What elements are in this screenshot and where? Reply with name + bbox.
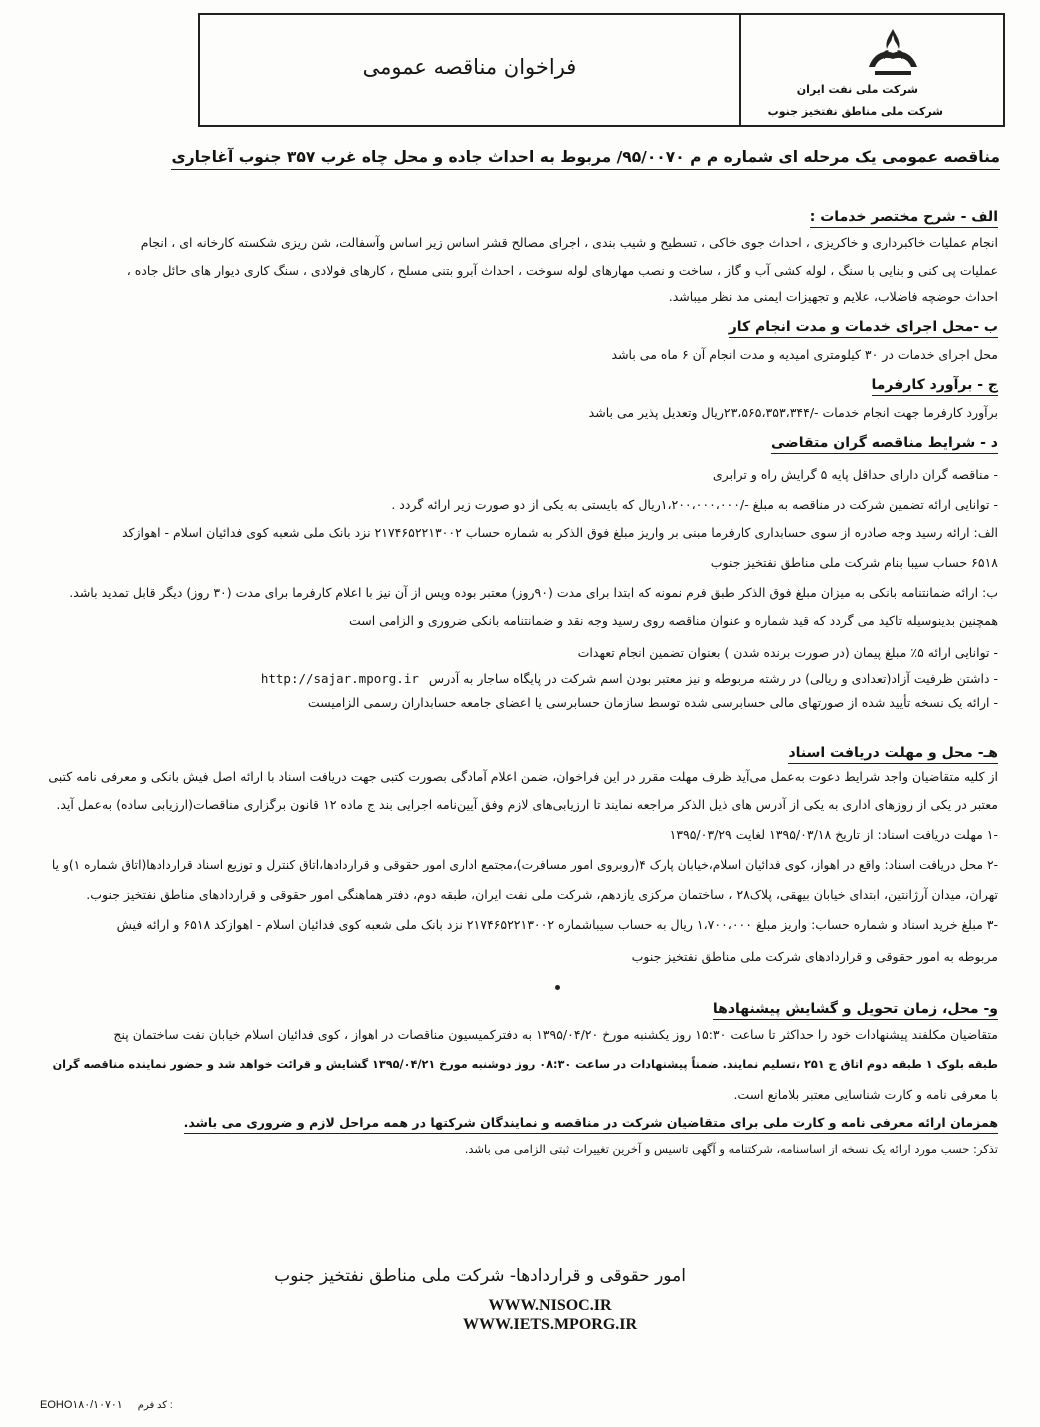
separator-dot xyxy=(555,985,560,990)
website-nisoc-link[interactable]: WWW.NISOC.IR xyxy=(488,1297,612,1314)
section-a-line-3: احداث حوضچه فاضلاب، علایم و تجهیزات ایمنی مد نظر میباشد. xyxy=(668,289,998,304)
section-d-line-8-text: - داشتن ظرفیت آزاد(تعدادی و ریالی) در رشته مربوطه و نیز معتبر بودن اسم شرکت در پایگاه ساجار به آدرس xyxy=(428,671,998,686)
company-name-nioc: شرکت ملی نفت ایران xyxy=(796,83,918,96)
section-d-line-4: ۶۵۱۸ حساب سیبا بنام شرکت ملی مناطق نفتخیز جنوب xyxy=(710,555,998,570)
sajar-url-link[interactable]: http://sajar.mporg.ir xyxy=(260,671,419,686)
section-f-heading: و- محل، زمان تحویل و گشایش پیشنهادها xyxy=(713,1000,998,1020)
section-e-line-5: تهران، میدان آرژانتین، ابتدای خیابان بیهقی، پلاک۲۸ ، ساختمان مرکزی یازدهم، شرکت ملی نفت ایران، طبقه دوم، دفتر هماهنگی امور حقوقی و قراردادهای مناطق نفتخیز جنوب. xyxy=(86,887,998,902)
section-d-line-1: - مناقصه گران دارای حداقل پایه ۵ گرایش راه و ترابری xyxy=(712,467,998,482)
section-e-heading: هـ- محل و مهلت دریافت اسناد xyxy=(788,744,998,764)
section-e-line-3: -۱ مهلت دریافت اسناد: از تاریخ ۱۳۹۵/۰۳/۱۸ لغایت ۱۳۹۵/۰۳/۲۹ xyxy=(669,827,998,842)
section-e-line-4: -۲ محل دریافت اسناد: واقع در اهواز، کوی فدائیان اسلام،خیابان پارک ۴(روبروی امور مسافرت)،مجتمع اداری امور حقوقی و قراردادها،اتاق کنترل و توزیع اسناد قراردادها(اتاق شماره ۱)و یا xyxy=(51,858,998,872)
section-e-line-6: -۳ مبلغ خرید اسناد و شماره حساب: واریز مبلغ ۱،۷۰۰،۰۰۰ ریال به حساب سیباشماره ۲۱۷۴۶۵۲۲۱۳۰۰۲ نزد بانک ملی شعبه کوی فدائیان اسلام - اهوازکد ۶۵۱۸ و ارائه فیش xyxy=(116,917,998,932)
nioc-flame-logo-icon xyxy=(863,27,923,81)
tender-subject: مناقصه عمومی یک مرحله ای شماره م م ۹۵/۰۰۷۰/ مربوط به احداث جاده و محل چاه غرب ۳۵۷ جنوب آغاجاری xyxy=(171,148,1000,170)
form-code xyxy=(40,1398,173,1411)
form-code-value: EOHO۱۸۰/۱۰۷۰۱ xyxy=(40,1399,123,1411)
company-name-nisoc: شرکت ملی مناطق نفتخیز جنوب xyxy=(767,105,943,118)
section-e-line-7: مربوطه به امور حقوقی و قراردادهای شرکت ملی مناطق نفتخیز جنوب xyxy=(631,949,998,964)
section-e-line-1: از کلیه متقاضیان واجد شرایط دعوت به‌عمل می‌آید ظرف مهلت مقرر در این فراخوان، ضمن اعلام آمادگی بصورت کتبی جهت دریافت اسناد با ارائه اصل فیش بانکی و معرفی نامه کتبی xyxy=(48,769,998,784)
notice-title: فراخوان مناقصه عمومی xyxy=(362,55,577,79)
section-e-line-2: معتبر در یکی از روزهای اداری به یکی از آدرس های ذیل الذکر مراجعه نمایند تا ارزیابی‌های لازم وفق آیین‌نامه اجرایی بند ج ماده ۱۲ قانون برگزاری مناقصات(ارزیابی ساده) به‌عمل آید. xyxy=(56,797,998,812)
form-code-label: کد فرم : xyxy=(137,1400,173,1411)
section-d-line-5: ب: ارائه ضمانتنامه بانکی به میزان مبلغ فوق الذکر طبق فرم نمونه که ابتدا برای مدت (۹۰روز) معتبر بوده وپس از آن نیز با اعلام کارفرما برای مدت (۳۰ روز) دیگر قابل تمدید باشد. xyxy=(69,585,998,600)
section-f-line-1: متقاضیان مکلفند پیشنهادات خود را حداکثر تا ساعت ۱۵:۳۰ روز یکشنبه مورخ ۱۳۹۵/۰۴/۲۰ به دفترکمیسیون مناقصات در اهواز ، کوی فدائیان اسلام خیابان نفت ساختمان پنج xyxy=(113,1027,998,1042)
section-f-line-2: طبقه بلوک ۱ طبقه دوم اتاق ج ۲۵۱ ،تسلیم نمایند. ضمناً پیشنهادات در ساعت ۰۸:۳۰ روز دوشنبه مورخ ۱۳۹۵/۰۴/۲۱ گشایش و قرائت خواهد شد و حضور نماینده مناقصه گران xyxy=(52,1058,998,1071)
section-a-line-1: انجام عملیات خاکبرداری و خاکریزی ، احداث جوی خاکی ، تسطیح و شیب بندی ، اجرای مصالح قشر اساس زیر اساس وآسفالت، شن ریزی شکسته کارخانه ای ، انجام xyxy=(140,235,998,250)
section-b-text: محل اجرای خدمات در ۳۰ کیلومتری امیدیه و مدت انجام آن ۶ ماه می باشد xyxy=(611,347,998,362)
section-d-line-9: - ارائه یک نسخه تأیید شده از صورتهای مالی حسابرسی شده توسط سازمان حسابرسی یا اعضای جامعه حسابداران رسمی الزامیست xyxy=(307,695,998,710)
section-a-heading: الف - شرح مختصر خدمات : xyxy=(810,208,998,228)
section-c-heading: ج - برآورد کارفرما xyxy=(872,376,999,396)
company-logo-block xyxy=(739,15,1003,125)
section-f-note: تذکر: حسب مورد ارائه یک نسخه از اساسنامه، شرکتنامه و آگهی تاسیس و آخرین تغییرات ثبتی الزامی می باشد. xyxy=(464,1142,998,1156)
header-box xyxy=(198,13,1005,127)
section-d-line-7: - توانایی ارائه ۵٪ مبلغ پیمان (در صورت برنده شدن ) بعنوان تضمین انجام تعهدات xyxy=(577,645,998,660)
section-d-line-2: - توانایی ارائه تضمین شرکت در مناقصه به مبلغ -/۱،۲۰۰،۰۰۰،۰۰۰ریال که بایستی به یکی از دو صورت زیر ارائه گردد . xyxy=(391,497,998,512)
section-d-line-8 xyxy=(261,670,998,688)
section-a-line-2: عملیات پی کنی و بنایی با سنگ ، لوله کشی آب و گاز ، ساخت و نصب مهارهای لوله سوخت ، احداث آبرو بتنی مسلح ، کارهای فولادی ، سنگ کاری دیوار های حائل جاده ، xyxy=(126,263,998,278)
section-d-heading: د - شرایط مناقصه گران متقاضی xyxy=(771,434,998,454)
footer-office: امور حقوقی و قراردادها- شرکت ملی مناطق نفتخیز جنوب xyxy=(274,1266,686,1286)
section-b-heading: ب -محل اجرای خدمات و مدت انجام کار xyxy=(729,318,998,338)
section-f-line-3: با معرفی نامه و کارت شناسایی معتبر بلامانع است. xyxy=(733,1087,998,1102)
section-c-text: برآورد کارفرما جهت انجام خدمات -/۲۳،۵۶۵،۳۵۳،۳۴۴ریال وتعدیل پذیر می باشد xyxy=(588,405,998,420)
website-iets-link[interactable]: WWW.IETS.MPORG.IR xyxy=(462,1316,638,1333)
section-d-line-3: الف: ارائه رسید وجه صادره از سوی حسابداری کارفرما مبنی بر واریز مبلغ فوق الذکر به شماره حساب ۲۱۷۴۶۵۲۲۱۳۰۰۲ نزد بانک ملی شعبه کوی فدائیان اسلام - اهوازکد xyxy=(122,525,998,540)
section-d-line-6: همچنین بدینوسیله تاکید می گردد که قید شماره و عنوان مناقصه روی رسید وجه نقد و ضمانتنامه بانکی ضروری و الزامی است xyxy=(348,613,998,628)
section-f-emphasis: همزمان ارائه معرفی نامه و کارت ملی برای متقاضیان شرکت در مناقصه و نمایندگان شرکتها در همه مراحل لازم و ضروری می باشد. xyxy=(184,1114,998,1134)
